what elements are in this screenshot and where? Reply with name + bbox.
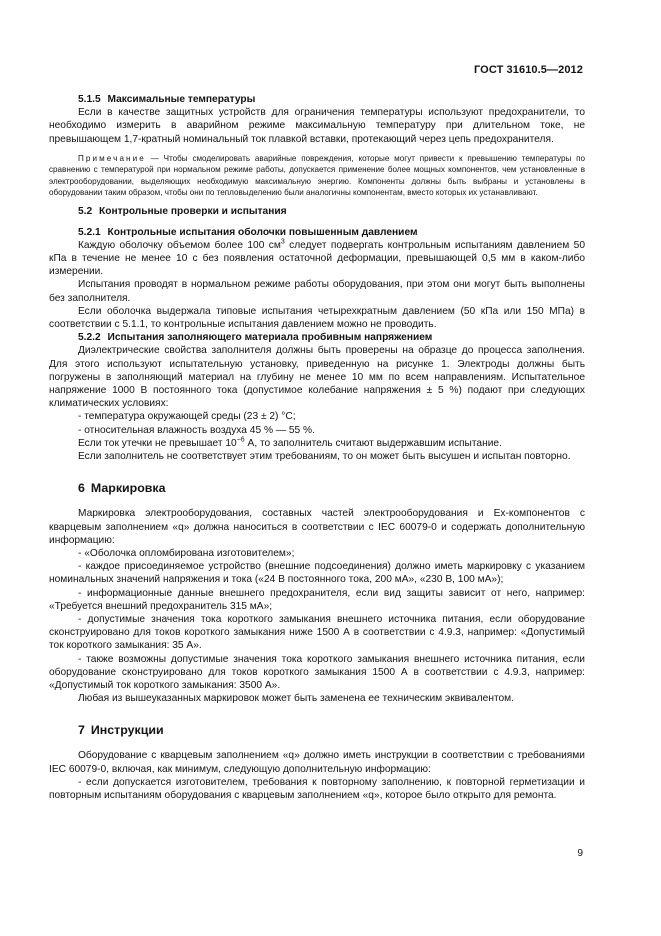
text-run: Если ток утечки не превышает 10 <box>78 437 237 449</box>
document-id: ГОСТ 31610.5—2012 <box>473 64 583 76</box>
section-5-2-heading <box>78 205 585 218</box>
paragraph <box>49 239 585 279</box>
list-item: - температура окружающей среды (23 ± 2) °С; <box>78 411 296 423</box>
section-number: 5.2.1 <box>78 226 101 238</box>
section-5-2-2-heading <box>78 331 585 344</box>
section-number: 5.1.5 <box>78 94 101 105</box>
section-title: Максимальные температуры <box>107 94 256 105</box>
section-6-heading <box>78 480 585 496</box>
text-run: Каждую оболочку объемом более 100 см <box>78 239 281 251</box>
paragraph: Испытания проводят в нормальном режиме работы оборудования, при этом они могут быть выполнены без заполнителя. <box>49 279 585 304</box>
section-number: 5.2 <box>78 206 93 218</box>
paragraph: Маркировка электрооборудования, составных частей электрооборудования и Ex-компонентов с кварцевым заполнением «q» должна наноситься в соответствии с IEC 60079-0 и содержать дополнительную информацию: <box>49 508 585 546</box>
list-item: - относительная влажность воздуха 45 % — 55 %. <box>78 424 315 436</box>
section-5-1-5-heading <box>78 93 585 106</box>
section-title: Контрольные испытания оболочки повышенным давлением <box>107 226 418 238</box>
section-number: 5.2.2 <box>78 332 101 344</box>
section-number: 6 <box>78 481 85 496</box>
section-7-heading <box>78 722 585 738</box>
note-text: — Чтобы смоделировать аварийные повреждения, которые могут привести к превышению температуры по сравнению с температурой при нормальном режиме работы, допускается применение более мощных компонентов, чем установленные в электрооборудовании, выделяющих необходимую максимальную энергию. Компоненты должны быть выбраны и установлены в оборудовании таким образом, чтобы они по тепловыделению были аналогичны компонентам, вместо которых их устанавливают. <box>49 153 585 198</box>
note <box>49 153 585 199</box>
section-5-2-1-heading <box>78 226 585 239</box>
list-item: - информационные данные внешнего предохранителя, если вид защиты зависит от него, например: «Требуется внешний предохранитель 315 мА»; <box>49 587 585 612</box>
section-title: Маркировка <box>90 481 166 496</box>
note-label: Примечание <box>78 153 146 163</box>
page-number: 9 <box>577 848 583 859</box>
list-item: - допустимые значения тока короткого замыкания внешнего источника питания, если оборудование сконструировано для токов короткого замыкания ниже 1500 А в соответствии с 4.9.3, например: «Допустимый ток короткого замыкания: 35 А». <box>49 613 585 652</box>
paragraph: Оборудование с кварцевым заполнением «q» должно иметь инструкции в соответствии с требованиями IEC 60079-0, включая, как минимум, следующую дополнительную информацию: <box>49 750 585 775</box>
paragraph: Если оболочка выдержала типовые испытания четырехкратным давлением (50 кПа или 150 МПа) в соответствии с 5.1.1, то контрольные испытания давлением можно не проводить. <box>49 305 585 331</box>
superscript: −6 <box>236 436 245 444</box>
section-title: Инструкции <box>90 723 164 738</box>
paragraph: Если заполнитель не соответствует этим требованиям, то он может быть высушен и испытан повторно. <box>78 451 571 463</box>
superscript: 3 <box>280 238 285 246</box>
section-title: Контрольные проверки и испытания <box>99 206 287 218</box>
paragraph: Диэлектрические свойства заполнителя должны быть проверены на образце до процесса заполнения. Для этого используют испытательную установку, приведенную на рисунке 1. Электроды должны быть погружены в заполняющий материал на глубину не менее 10 мм по всем направлениям. Испытательное напряжение 1000 В постоянного тока (допустимое колебание напряжения ± 5 %) подают при следующих климатических условиях: <box>49 345 585 410</box>
section-number: 7 <box>78 723 85 738</box>
paragraph: Любая из вышеуказанных маркировок может быть заменена ее техническим эквивалентом. <box>78 693 515 705</box>
list-item: - также возможны допустимые значения тока короткого замыкания внешнего источника питания, если оборудование сконструировано для токов короткого замыкания 1500 А в соответствии с 4.9.3, например: «Допустимый ток короткого замыкания: 3500 А». <box>49 653 585 691</box>
paragraph: Если в качестве защитных устройств для ограничения температуры используют предохранители, то необходимо измерить в аварийном режиме максимальную температуру при длительном токе, не превышающем 1,7-кратный номинальный ток плавкой вставки, протекающий через цепь предохранителя. <box>49 107 585 145</box>
paragraph <box>49 437 585 450</box>
list-item: - «Оболочка опломбирована изготовителем»; <box>78 547 295 559</box>
section-title: Испытания заполняющего материала пробивным напряжением <box>107 332 433 344</box>
text-run: следует подвергать контрольным испытаниям давлением 50 кПа в течение не менее 10 с без появления остаточной деформации, превышающей 0,5 мм в каком-либо измерении. <box>49 239 585 278</box>
text-run: А, то заполнитель считают выдержавшим испытание. <box>244 437 502 449</box>
page-content <box>49 93 585 802</box>
list-item: - каждое присоединяемое устройство (внешние подсоединения) должно иметь маркировку с указанием номинальных значений напряжения и тока («24 В постоянного тока, 200 мА», «230 В, 100 мА»); <box>49 561 585 586</box>
list-item: - если допускается изготовителем, требования к повторному заполнению, к повторной герметизации и повторным испытаниям оборудования с кварцевым заполнением «q», которое было открыто для ремонта. <box>49 776 585 801</box>
